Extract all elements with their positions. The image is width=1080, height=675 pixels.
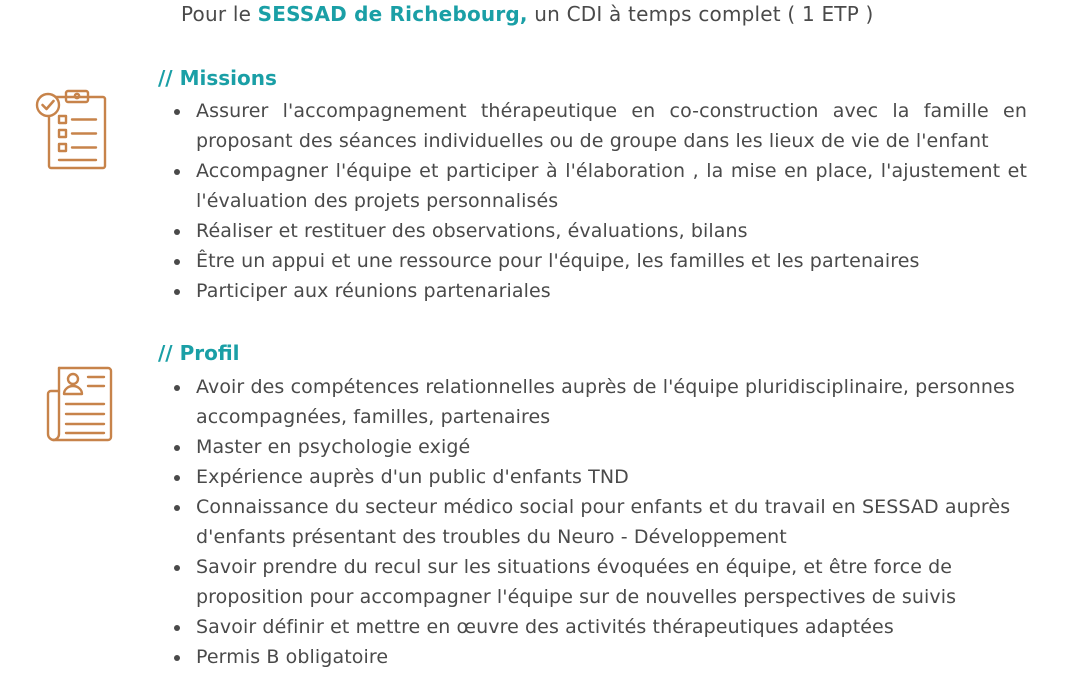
list-item: Permis B obligatoire [171, 642, 1027, 672]
missions-list [171, 96, 1027, 306]
list-item: Participer aux réunions partenariales [171, 276, 1027, 306]
list-item: Être un appui et une ressource pour l'équipe, les familles et les partenaires [171, 246, 1027, 276]
list-item: Réaliser et restituer des observations, évaluations, bilans [171, 216, 1027, 246]
organization-name: SESSAD de Richebourg, [257, 2, 528, 26]
job-intro [181, 2, 874, 26]
intro-prefix: Pour le [181, 2, 258, 26]
list-item: Assurer l'accompagnement thérapeutique en co-construction avec la famille en proposant des séances individuelles ou de groupe dans les lieux de vie de l'enfant [171, 96, 1027, 156]
intro-contract: un CDI à temps complet ( 1 ETP ) [527, 2, 874, 26]
list-item: Savoir prendre du recul sur les situations évoquées en équipe, et être force de proposition pour accompagner l'équipe sur de nouvelles perspectives de suivis [171, 552, 1027, 612]
list-item: Connaissance du secteur médico social pour enfants et du travail en SESSAD auprès d'enfants présentant des troubles du Neuro - Développement [171, 492, 1027, 552]
missions-heading: // Missions [158, 66, 277, 90]
list-item: Accompagner l'équipe et participer à l'élaboration , la mise en place, l'ajustement et l'évaluation des projets personnalisés [171, 156, 1027, 216]
list-item: Savoir définir et mettre en œuvre des activités thérapeutiques adaptées [171, 612, 1027, 642]
resume-document-icon [44, 364, 116, 444]
checklist-clipboard-icon [34, 88, 110, 172]
list-item: Avoir des compétences relationnelles auprès de l'équipe pluridisciplinaire, personnes accompagnées, familles, partenaires [171, 372, 1027, 432]
profil-heading: // Profil [158, 341, 240, 365]
profil-list [171, 372, 1027, 672]
list-item: Expérience auprès d'un public d'enfants TND [171, 462, 1027, 492]
list-item: Master en psychologie exigé [171, 432, 1027, 462]
